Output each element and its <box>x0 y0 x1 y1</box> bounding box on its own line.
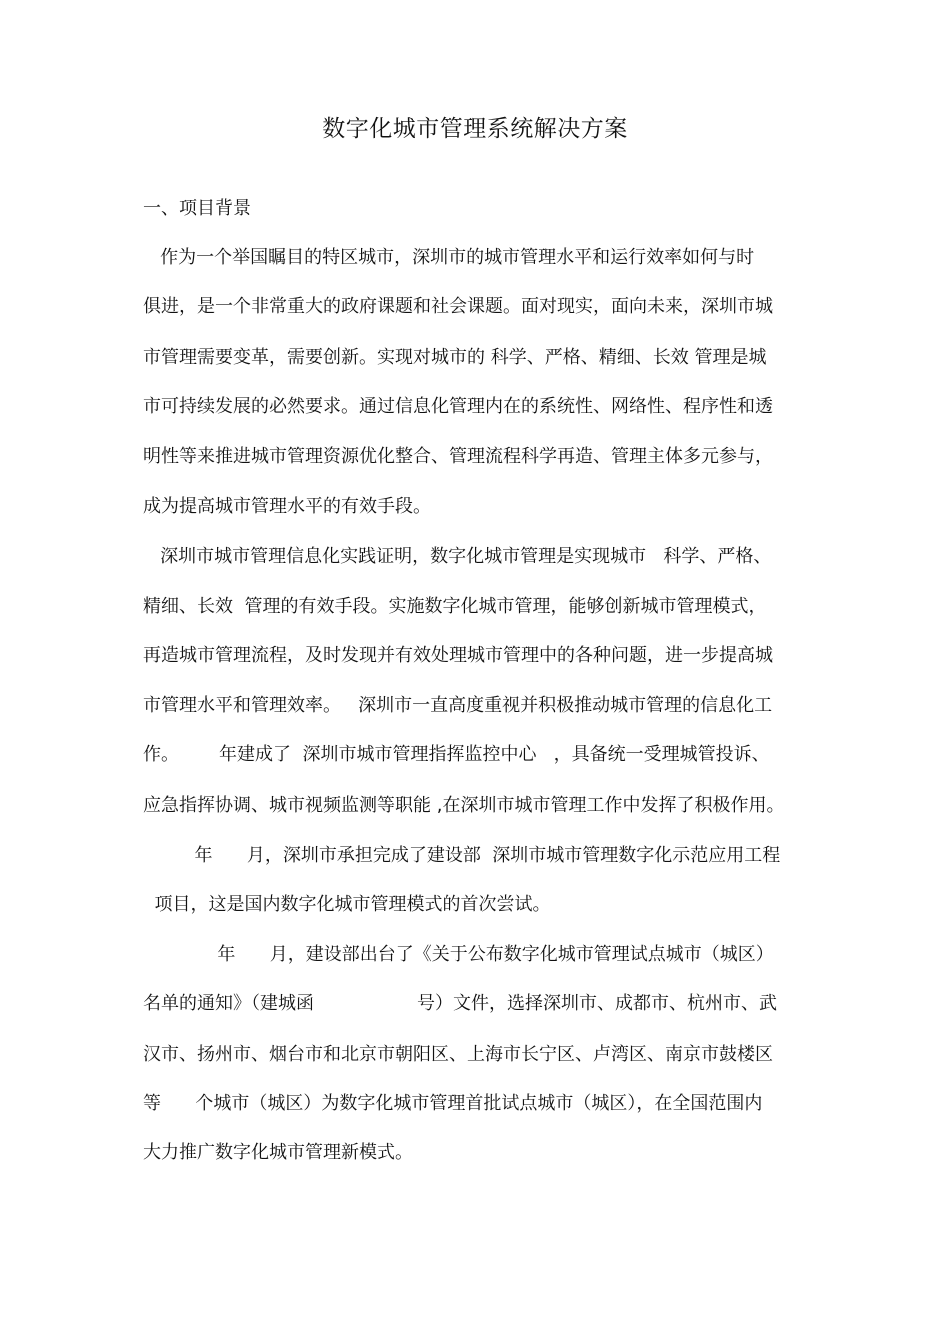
body-line: 年 月，深圳市承担完成了建设部 深圳市城市管理数字化示范应用工程 <box>143 845 781 866</box>
section-heading: 一、项目背景 <box>143 198 251 219</box>
body-line: 明性等来推进城市管理资源优化整合、管理流程科学再造、管理主体多元参与， <box>143 446 773 467</box>
body-line: 深圳市城市管理信息化实践证明，数字化城市管理是实现城市 科学、严格、 <box>143 546 772 567</box>
document-title: 数字化城市管理系统解决方案 <box>322 116 628 142</box>
body-line: 精细、长效 管理的有效手段。实施数字化城市管理，能够创新城市管理模式， <box>143 596 767 617</box>
body-line: 名单的通知》（建城函 号）文件，选择深圳市、成都市、杭州市、武 <box>143 993 777 1014</box>
body-line: 汉市、扬州市、烟台市和北京市朝阳区、上海市长宁区、卢湾区、南京市鼓楼区 <box>143 1044 773 1065</box>
body-line: 应急指挥协调、城市视频监测等职能 ,在深圳市城市管理工作中发挥了积极作用。 <box>143 795 785 816</box>
body-line: 成为提高城市管理水平的有效手段。 <box>143 496 431 517</box>
body-line: 俱进，是一个非常重大的政府课题和社会课题。面对现实，面向未来，深圳市城 <box>143 296 773 317</box>
body-line: 项目，这是国内数字化城市管理模式的首次尝试。 <box>143 894 551 915</box>
body-line: 年 月，建设部出台了《关于公布数字化城市管理试点城市（城区） <box>143 944 774 965</box>
body-line: 大力推广数字化城市管理新模式。 <box>143 1142 413 1163</box>
body-line: 市可持续发展的必然要求。通过信息化管理内在的系统性、网络性、程序性和透 <box>143 396 773 417</box>
body-line: 市管理需要变革，需要创新。实现对城市的 科学、严格、精细、长效 管理是城 <box>143 347 767 368</box>
body-line: 等 个城市（城区）为数字化城市管理首批试点城市（城区），在全国范围内 <box>143 1093 763 1114</box>
body-line: 市管理水平和管理效率。 深圳市一直高度重视并积极推动城市管理的信息化工 <box>143 695 773 716</box>
body-line: 作。 年建成了 深圳市城市管理指挥监控中心 ，具备统一受理城管投诉、 <box>143 744 770 765</box>
body-line: 再造城市管理流程，及时发现并有效处理城市管理中的各种问题，进一步提高城 <box>143 645 773 666</box>
body-line: 作为一个举国瞩目的特区城市，深圳市的城市管理水平和运行效率如何与时 <box>143 247 755 268</box>
